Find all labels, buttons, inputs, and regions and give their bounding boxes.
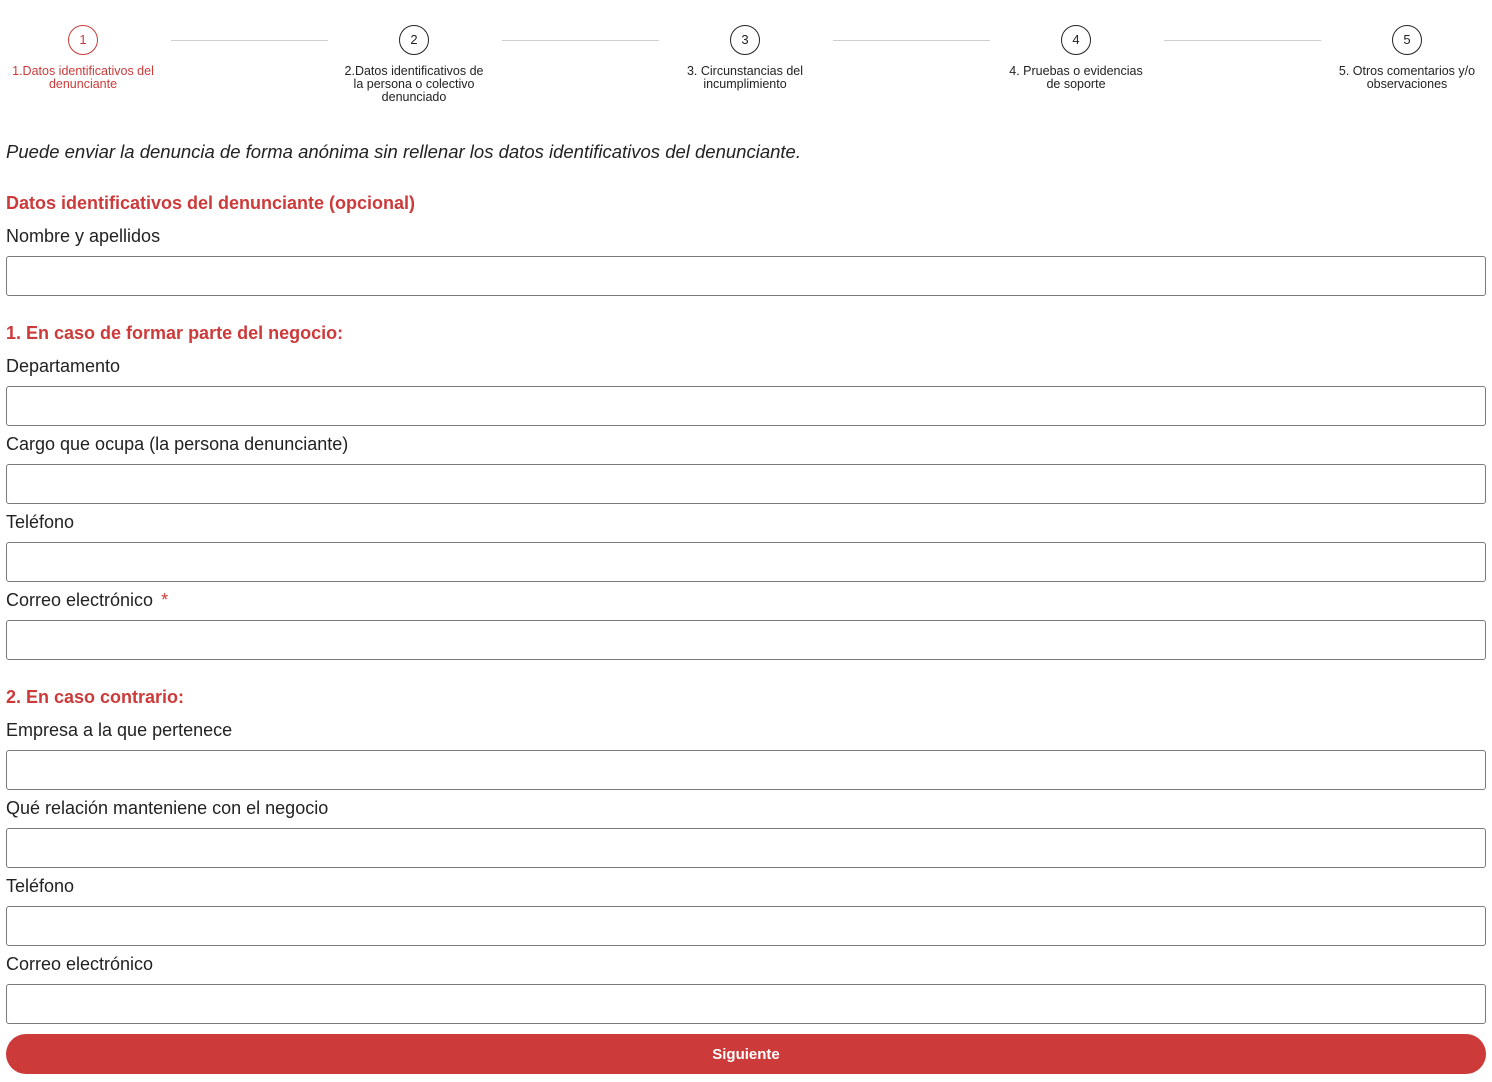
step-label: 3. Circunstancias del incumplimiento — [686, 64, 804, 91]
business-email-input[interactable] — [6, 620, 1486, 660]
step-number-circle: 2 — [399, 25, 429, 55]
relation-label: Qué relación manteniene con el negocio — [6, 798, 329, 818]
required-asterisk: * — [161, 590, 169, 610]
name-input[interactable] — [6, 256, 1486, 296]
other-email-input[interactable] — [6, 984, 1486, 1024]
step-connector — [171, 40, 328, 41]
business-phone-input[interactable] — [6, 542, 1486, 582]
step-number-circle: 5 — [1392, 25, 1422, 55]
step-label: 1.Datos identificativos del denunciante — [12, 64, 154, 91]
relation-input[interactable] — [6, 828, 1486, 868]
step-number-circle: 3 — [730, 25, 760, 55]
section-title-optional: Datos identificativos del denunciante (opcional) — [6, 193, 416, 213]
position-label: Cargo que ocupa (la persona denunciante) — [6, 434, 349, 454]
step-connector — [502, 40, 659, 41]
step-3[interactable] — [670, 25, 820, 91]
business-email-label — [6, 590, 168, 611]
step-label: 2.Datos identificativos de la persona o colectivo denunciado — [344, 64, 484, 104]
step-connector — [1164, 40, 1321, 41]
section-title-other: 2. En caso contrario: — [6, 687, 185, 707]
step-number-circle: 1 — [68, 25, 98, 55]
anonymous-notice: Puede enviar la denuncia de forma anónima sin rellenar los datos identificativos del denunciante. — [6, 141, 801, 162]
position-input[interactable] — [6, 464, 1486, 504]
other-phone-input[interactable] — [6, 906, 1486, 946]
name-label: Nombre y apellidos — [6, 226, 161, 246]
step-5[interactable] — [1332, 25, 1482, 91]
step-connector — [833, 40, 990, 41]
section-title-business: 1. En caso de formar parte del negocio: — [6, 323, 344, 343]
step-2[interactable] — [339, 25, 489, 104]
company-input[interactable] — [6, 750, 1486, 790]
step-1[interactable] — [8, 25, 158, 91]
other-phone-label: Teléfono — [6, 876, 75, 896]
company-label: Empresa a la que pertenece — [6, 720, 233, 740]
step-4[interactable] — [1001, 25, 1151, 91]
next-button[interactable]: Siguiente — [6, 1034, 1486, 1074]
progress-stepper — [0, 0, 1492, 115]
department-label: Departamento — [6, 356, 121, 376]
step-label: 5. Otros comentarios y/o observaciones — [1338, 64, 1476, 91]
step-label: 4. Pruebas o evidencias de soporte — [1009, 64, 1143, 91]
department-input[interactable] — [6, 386, 1486, 426]
business-email-label-text: Correo electrónico — [6, 590, 154, 610]
step-number-circle: 4 — [1061, 25, 1091, 55]
other-email-label: Correo electrónico — [6, 954, 154, 974]
business-phone-label: Teléfono — [6, 512, 75, 532]
